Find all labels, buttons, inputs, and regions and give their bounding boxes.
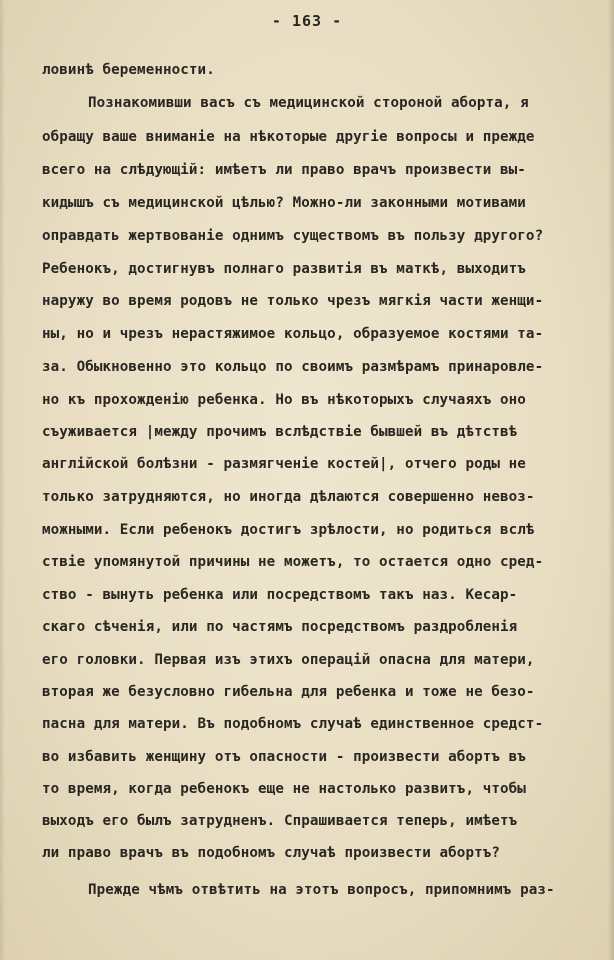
- text-line-6: оправдать жертвованіе однимъ существомъ въ пользу другого?: [42, 228, 544, 244]
- text-line-4: всего на слѣдующій: имѣетъ ли право врачъ произвести вы-: [42, 162, 526, 178]
- text-line-19: его головки. Первая изъ этихъ операцій опасна для матери,: [42, 652, 535, 668]
- text-line-7: Ребенокъ, достигнувъ полнаго развитія въ маткѣ, выходитъ: [42, 261, 526, 277]
- text-line-2: Познакомивши васъ съ медицинской стороной аборта, я: [88, 95, 529, 111]
- text-line-12: съуживается |между прочимъ вслѣдствіе бывшей въ дѣтствѣ: [42, 424, 518, 440]
- text-line-3: обращу ваше вниманіе на нѣкоторые другіе вопросы и прежде: [42, 129, 535, 145]
- text-line-25: ли право врачъ въ подобномъ случаѣ произвести абортъ?: [42, 845, 501, 861]
- text-line-13: англійской болѣзни - размягченіе костей|, отчего роды не: [42, 456, 526, 472]
- page-number: - 163 -: [271, 12, 343, 30]
- text-line-23: то время, когда ребенокъ еще не настолько развитъ, чтобы: [42, 781, 526, 797]
- text-line-15: можными. Если ребенокъ достигъ зрѣлости, но родиться вслѣ: [42, 522, 535, 538]
- text-line-16: ствіе упомянутой причины не можетъ, то остается одно сред-: [42, 554, 544, 570]
- left-page-shadow: [0, 0, 5, 960]
- text-line-1: ловинѣ беременности.: [42, 62, 215, 78]
- text-line-22: во избавить женщину отъ опасности - произвести абортъ въ: [42, 749, 526, 765]
- text-line-26: Прежде чѣмъ отвѣтить на этотъ вопросъ, припомнимъ раз-: [88, 882, 555, 898]
- text-line-17: ство - вынуть ребенка или посредствомъ такъ наз. Кесар-: [42, 587, 518, 603]
- text-line-20: вторая же безусловно гибельна для ребенка и тоже не безо-: [42, 684, 535, 700]
- text-line-11: но къ прохожденію ребенка. Но въ нѣкоторыхъ случаяхъ оно: [42, 392, 526, 408]
- text-line-21: пасна для матери. Въ подобномъ случаѣ единственное средст-: [42, 716, 544, 732]
- text-line-24: выходъ его былъ затрудненъ. Спрашивается теперь, имѣетъ: [42, 813, 518, 829]
- text-line-10: за. Обыкновенно это кольцо по своимъ размѣрамъ принаровле-: [42, 359, 544, 375]
- text-line-18: скаго сѣченія, или по частямъ посредствомъ раздробленія: [42, 619, 518, 635]
- text-line-8: наружу во время родовъ не только чрезъ мягкія части женщи-: [42, 293, 544, 309]
- text-line-5: кидышъ съ медицинской цѣлью? Можно-ли законными мотивами: [42, 195, 526, 211]
- text-line-9: ны, но и чрезъ нерастяжимое кольцо, образуемое костями та-: [42, 326, 544, 342]
- text-line-14: только затрудняются, но иногда дѣлаются совершенно невоз-: [42, 489, 535, 505]
